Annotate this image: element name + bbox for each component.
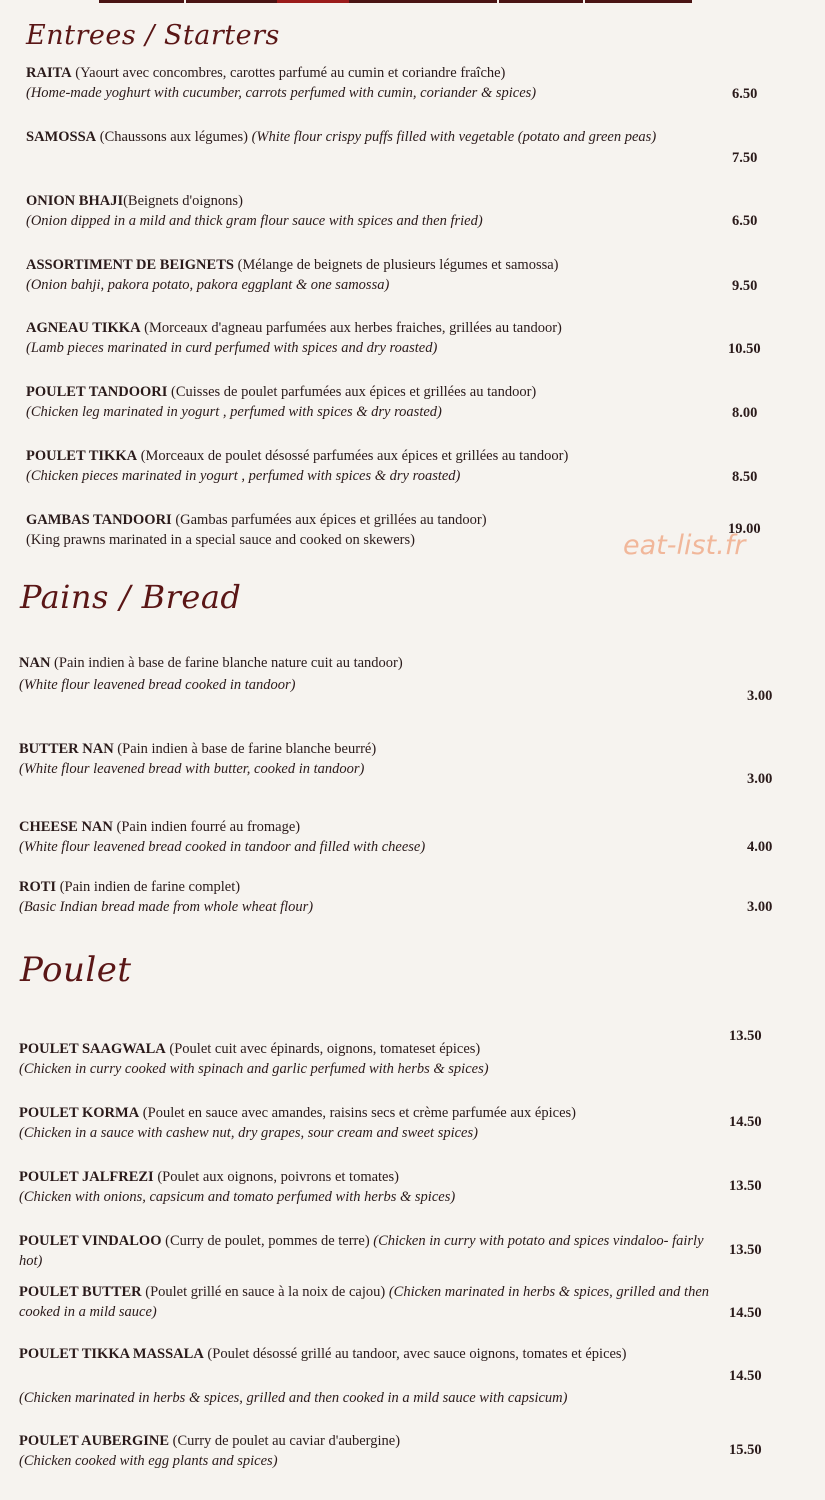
item-name: RAITA — [26, 65, 72, 81]
item-desc-en: (Chicken with onions, capsicum and tomato perfumed with herbs & spices) — [19, 1189, 456, 1205]
item-name: POULET TIKKA MASSALA — [19, 1346, 204, 1362]
item-name: SAMOSSA — [26, 129, 97, 145]
item-name: NAN — [19, 655, 51, 671]
menu-item — [26, 191, 726, 231]
item-desc-en: (Lamb pieces marinated in curd perfumed with spices and dry roasted) — [26, 340, 438, 356]
item-name: POULET AUBERGINE — [19, 1433, 170, 1449]
item-price: 7.50 — [732, 150, 758, 166]
item-price: 13.50 — [729, 1028, 762, 1044]
item-desc-fr: (Chaussons aux légumes) — [96, 129, 252, 145]
section-title-bread: Pains / Bread — [20, 578, 242, 616]
item-desc-en: (Chicken in curry cooked with spinach and garlic perfumed with herbs & spices) — [19, 1061, 489, 1077]
item-desc-fr: (Beignets d'oignons) — [123, 193, 243, 209]
menu-item — [26, 63, 726, 103]
item-name: POULET BUTTER — [19, 1284, 142, 1300]
item-desc-fr: (Cuisses de poulet parfumées aux épices et grillées au tandoor) — [167, 384, 537, 400]
item-name: AGNEAU TIKKA — [26, 320, 141, 336]
item-name: POULET VINDALOO — [19, 1233, 162, 1249]
item-desc-en: (Chicken leg marinated in yogurt , perfumed with spices & dry roasted) — [26, 404, 442, 420]
item-price: 3.00 — [747, 899, 773, 915]
item-desc-en: (Chicken pieces marinated in yogurt , perfumed with spices & dry roasted) — [26, 468, 461, 484]
item-price: 8.00 — [732, 405, 758, 421]
item-name: BUTTER NAN — [19, 741, 114, 757]
menu-item — [19, 817, 719, 857]
item-desc-en: (Chicken marinated in herbs & spices, grilled and then cooked in a mild sauce with capsicum) — [19, 1390, 568, 1406]
section-title-starters: Entrees / Starters — [26, 20, 280, 51]
item-name: CHEESE NAN — [19, 819, 113, 835]
item-price: 4.00 — [747, 839, 773, 855]
item-desc-fr: (Poulet cuit avec épinards, oignons, tomateset épices) — [165, 1041, 481, 1057]
item-desc-fr: (Curry de poulet au caviar d'aubergine) — [169, 1433, 401, 1449]
item-price: 19.00 — [728, 521, 761, 537]
nav-divider — [583, 0, 585, 3]
menu-item — [19, 1282, 709, 1322]
menu-item — [19, 1231, 709, 1271]
item-price: 6.50 — [732, 86, 758, 102]
menu-item — [19, 1039, 719, 1079]
item-desc-en: (Basic Indian bread made from whole wheat flour) — [19, 899, 314, 915]
item-desc-en: (Chicken cooked with egg plants and spices) — [19, 1453, 278, 1469]
item-desc-en: (Chicken in a sauce with cashew nut, dry grapes, sour cream and sweet spices) — [19, 1125, 478, 1141]
item-price: 6.50 — [732, 213, 758, 229]
item-desc-fr: (Poulet aux oignons, poivrons et tomates) — [153, 1169, 399, 1185]
item-desc-en: (Chicken marinated in herbs & spices, grilled and then cooked in a mild sauce) — [19, 1284, 710, 1320]
menu-item — [19, 1344, 719, 1364]
item-desc-fr: (Poulet désossé grillé au tandoor, avec sauce oignons, tomates et épices) — [203, 1346, 627, 1362]
menu-item — [19, 1103, 719, 1143]
menu-item — [19, 652, 409, 696]
item-price: 9.50 — [732, 278, 758, 294]
item-price: 14.50 — [729, 1114, 762, 1130]
item-desc-en: (Onion dipped in a mild and thick gram flour sauce with spices and then fried) — [26, 213, 483, 229]
item-price: 8.50 — [732, 469, 758, 485]
item-desc-en: (Onion bahji, pakora potato, pakora eggplant & one samossa) — [26, 277, 390, 293]
item-desc-fr: (Poulet en sauce avec amandes, raisins secs et crème parfumée aux épices) — [139, 1105, 576, 1121]
item-desc-en: (White flour leavened bread cooked in tandoor and filled with cheese) — [19, 839, 426, 855]
menu-item — [26, 510, 726, 550]
item-desc-en: (Home-made yoghurt with cucumber, carrots perfumed with cumin, coriander & spices) — [26, 85, 537, 101]
item-name: ASSORTIMENT DE BEIGNETS — [26, 257, 234, 273]
item-name: POULET TANDOORI — [26, 384, 168, 400]
item-price: 3.00 — [747, 688, 773, 704]
menu-item — [26, 255, 726, 295]
menu-item-desc-continued — [19, 1388, 719, 1408]
item-price: 13.50 — [729, 1178, 762, 1194]
item-price: 10.50 — [728, 341, 761, 357]
item-desc-fr: (Morceaux d'agneau parfumées aux herbes fraiches, grillées au tandoor) — [140, 320, 562, 336]
item-name: ONION BHAJI — [26, 193, 124, 209]
item-price: 13.50 — [729, 1242, 762, 1258]
item-desc-fr: (Yaourt avec concombres, carottes parfumé au cumin et coriandre fraîche) — [71, 65, 506, 81]
item-name: ROTI — [19, 879, 57, 895]
item-name: GAMBAS TANDOORI — [26, 512, 172, 528]
item-desc-fr: (Pain indien fourré au fromage) — [112, 819, 301, 835]
item-desc-fr: (Gambas parfumées aux épices et grillées au tandoor) — [171, 512, 487, 528]
item-desc-fr: (Curry de poulet, pommes de terre) — [161, 1233, 374, 1249]
nav-active-segment — [277, 0, 349, 3]
item-price: 3.00 — [747, 771, 773, 787]
item-desc-en: (White flour leavened bread cooked in tandoor) — [19, 677, 296, 693]
item-price: 14.50 — [729, 1368, 762, 1384]
menu-item — [26, 382, 726, 422]
item-desc-fr: (Mélange de beignets de plusieurs légumes et samossa) — [233, 257, 559, 273]
item-name: POULET KORMA — [19, 1105, 140, 1121]
menu-item — [19, 1167, 719, 1207]
item-desc-en: (King prawns marinated in a special sauce and cooked on skewers) — [26, 532, 415, 548]
item-price: 14.50 — [729, 1305, 762, 1321]
nav-divider — [497, 0, 499, 3]
item-desc-fr: (Pain indien à base de farine blanche beurré) — [113, 741, 377, 757]
menu-item — [26, 446, 726, 486]
watermark: eat-list.fr — [623, 530, 746, 561]
item-desc-en: (White flour leavened bread with butter, cooked in tandoor) — [19, 761, 365, 777]
section-title-poulet: Poulet — [20, 950, 132, 990]
menu-item — [19, 739, 719, 779]
item-desc-fr: (Pain indien à base de farine blanche nature cuit au tandoor) — [50, 655, 403, 671]
item-desc-fr: (Pain indien de farine complet) — [56, 879, 241, 895]
nav-divider — [184, 0, 186, 3]
menu-item — [19, 877, 719, 917]
item-desc-en: (Chicken in curry with potato and spices vindaloo- fairly hot) — [19, 1233, 704, 1269]
top-nav-bar — [99, 0, 692, 3]
menu-item — [26, 318, 726, 358]
item-name: POULET JALFREZI — [19, 1169, 154, 1185]
item-name: POULET TIKKA — [26, 448, 138, 464]
item-desc-fr: (Poulet grillé en sauce à la noix de cajou) — [141, 1284, 389, 1300]
item-price: 15.50 — [729, 1442, 762, 1458]
menu-item — [26, 127, 716, 147]
item-name: POULET SAAGWALA — [19, 1041, 166, 1057]
menu-item — [19, 1431, 719, 1471]
item-desc-en: (White flour crispy puffs filled with vegetable (potato and green peas) — [251, 129, 657, 145]
item-desc-fr: (Morceaux de poulet désossé parfumées aux épices et grillées au tandoor) — [137, 448, 569, 464]
